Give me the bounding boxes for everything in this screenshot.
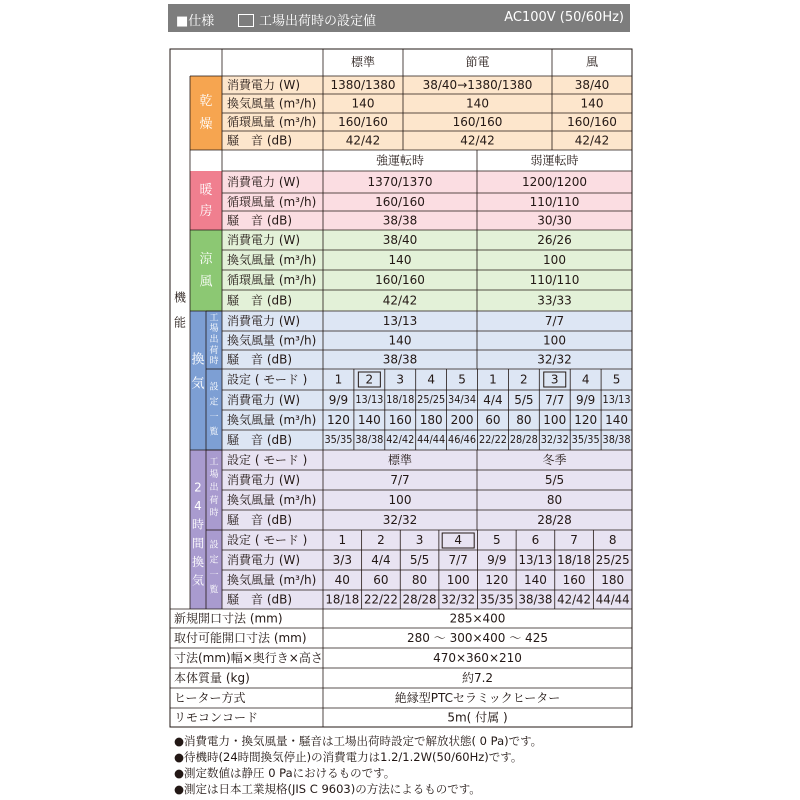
value-cell: 32/32	[441, 592, 476, 607]
mode-cell: 4	[454, 533, 463, 547]
vertical-label-char: 涼	[199, 251, 213, 267]
general-value: 約7.2	[461, 671, 494, 685]
value-cell: 7/7	[544, 314, 565, 328]
value-cell: 100	[543, 253, 566, 267]
row-label: 設定 ( モード )	[227, 372, 308, 387]
value-cell: 140	[580, 96, 604, 111]
row-label: 消費電力 (W)	[227, 233, 301, 247]
value-cell: 4/4	[371, 553, 391, 567]
vertical-label-char: 一	[209, 412, 219, 423]
row-label: 換気風量 (m³/h)	[227, 413, 317, 427]
value-cell: 7/7	[545, 393, 565, 407]
row-label: 騒 音 (dB)	[227, 592, 293, 607]
value-cell: 4/4	[483, 393, 503, 407]
vertical-label-char: 出	[209, 483, 219, 493]
vertical-label-char: 時	[209, 356, 219, 367]
drying-band	[190, 76, 222, 150]
vertical-label-char: 風	[199, 274, 213, 290]
row-label: 消費電力 (W)	[227, 553, 301, 567]
general-label: 寸法(mm)幅×奥行き×高さ	[174, 651, 323, 665]
row-label: 騒 音 (dB)	[227, 513, 293, 527]
general-label: 本体質量 (kg)	[174, 671, 250, 685]
value-cell: 28/28	[402, 592, 437, 607]
value-cell: 120	[574, 413, 598, 427]
power-supply: AC100V (50/60Hz)	[504, 10, 624, 25]
row-label: 循環風量 (m³/h)	[227, 195, 317, 209]
row-label: 騒 音 (dB)	[227, 213, 293, 228]
mode-cell: 1	[338, 533, 347, 547]
value-cell: 38/38	[355, 434, 384, 446]
legend-label: 工場出荷時の設定値	[259, 14, 377, 29]
row-label: 消費電力 (W)	[227, 393, 301, 407]
value-cell: 200	[450, 413, 474, 427]
value-cell: 42/42	[557, 592, 592, 607]
general-value: 280 ～ 300×400 ～ 425	[407, 631, 548, 645]
value-cell: 28/28	[509, 434, 538, 446]
vertical-label-char: 場	[209, 324, 219, 335]
value-cell: 34/34	[448, 394, 477, 406]
vertical-label-char: 覧	[209, 585, 219, 596]
value-cell: 42/42	[460, 133, 495, 148]
value-cell: 38/38	[382, 213, 418, 228]
value-cell: 22/22	[478, 434, 507, 446]
value-cell: 1380/1380	[330, 78, 396, 92]
func-label	[174, 290, 187, 330]
row-label: 換気風量 (m³/h)	[227, 253, 317, 267]
value-cell: 160/160	[567, 115, 617, 129]
value-cell: 42/42	[382, 293, 418, 308]
value-cell: 120	[485, 573, 509, 587]
row-label: 循環風量 (m³/h)	[227, 115, 317, 129]
mode-cell: 4	[581, 372, 590, 387]
value-cell: 13/13	[602, 394, 631, 406]
value-cell: 38/38	[602, 434, 631, 446]
vertical-label-char: 出	[209, 335, 219, 345]
mode-cell: 2	[377, 533, 385, 547]
vertical-label-char: 2	[194, 480, 202, 495]
vertical-label-char: 工	[209, 457, 219, 468]
row-label: 騒 音 (dB)	[227, 293, 293, 308]
general-label: リモコンコード	[174, 710, 259, 725]
value-cell: 33/33	[537, 293, 572, 308]
value-cell: 110/110	[529, 273, 580, 287]
value-cell: 22/22	[363, 592, 398, 607]
vent24-factory-label	[209, 456, 218, 518]
value-cell: 9/9	[487, 553, 507, 567]
value-cell: 44/44	[595, 592, 630, 607]
cell-bg	[190, 49, 222, 76]
row-label: 換気風量 (m³/h)	[227, 333, 317, 348]
vertical-label-char: 気	[191, 376, 205, 392]
mode-cell: 3	[396, 372, 405, 387]
value-cell: 160/160	[375, 195, 425, 209]
general-value: 285×400	[449, 611, 506, 626]
value-cell: 5/5	[409, 553, 430, 567]
value-cell: 7/7	[390, 473, 410, 487]
vertical-label-char: 場	[209, 470, 219, 481]
value-cell: 35/35	[324, 434, 353, 446]
vertical-label-char: 時	[209, 508, 219, 519]
row-label: 換気風量 (m³/h)	[227, 573, 317, 587]
value-cell: 140	[523, 573, 547, 587]
value-cell: 60	[373, 573, 389, 587]
mode-cell: 2	[365, 372, 374, 387]
row-label: 騒 音 (dB)	[227, 433, 293, 447]
value-cell: 140	[351, 96, 375, 111]
vertical-label-char: 乾	[199, 94, 213, 109]
row-label: 換気風量 (m³/h)	[227, 493, 317, 507]
general-value: 5m( 付属 )	[447, 710, 508, 725]
vertical-label-char: 暖	[199, 183, 213, 198]
mode-cell: 3	[550, 372, 559, 387]
value-cell: 18/18	[325, 592, 360, 607]
value-cell: 100	[388, 493, 412, 507]
vertical-label-char: 設	[209, 382, 219, 393]
value-cell: 140	[357, 413, 381, 427]
column-header: 節電	[465, 55, 490, 69]
vertical-label-char: 燥	[199, 117, 213, 132]
vertical-label-char: 覧	[209, 427, 219, 438]
value-cell: 110/110	[529, 195, 580, 209]
value-cell: 80	[546, 493, 563, 507]
value-cell: 140	[466, 96, 489, 111]
general-label: ヒーター方式	[174, 691, 246, 705]
vertical-label-char: 間	[191, 536, 205, 551]
value-cell: 60	[485, 413, 501, 427]
note-item: ●測定は日本工業規格(JIS C 9603)の方法によるものです。	[174, 782, 481, 796]
value-cell: 13/13	[355, 394, 384, 406]
note-item: ●測定数値は静圧 0 Paにおけるものです。	[174, 766, 396, 780]
value-cell: 38/40	[574, 78, 610, 92]
value-cell: 100	[543, 413, 567, 427]
vertical-label-char: 機	[173, 290, 187, 305]
value-cell: 38/38	[382, 352, 418, 367]
value-cell: 5/5	[514, 393, 534, 407]
row-label: 騒 音 (dB)	[227, 133, 293, 148]
mode-cell: 8	[608, 533, 617, 547]
column-header: 風	[585, 55, 599, 69]
row-label: 消費電力 (W)	[227, 175, 301, 189]
notes	[174, 733, 542, 797]
row-label: 換気風量 (m³/h)	[227, 96, 317, 111]
mode-cell: 1	[489, 372, 497, 387]
value-cell: 140	[388, 333, 412, 348]
vertical-label-char: 換	[191, 352, 205, 368]
row-label: 騒 音 (dB)	[227, 352, 293, 367]
general-value: 470×360×210	[433, 651, 522, 665]
mode-cell: 7	[570, 533, 578, 547]
value-cell: 38/40	[382, 233, 418, 247]
mode-cell: 4	[427, 372, 435, 387]
row-label: 消費電力 (W)	[227, 314, 301, 328]
value-cell: 46/46	[448, 434, 477, 446]
value-cell: 5/5	[544, 473, 565, 487]
value-cell: 42/42	[574, 133, 610, 148]
value-cell: 100	[446, 573, 470, 587]
value-cell: 35/35	[571, 434, 600, 446]
vertical-label-char: 設	[209, 540, 219, 551]
vent-factory-label	[209, 312, 218, 366]
spec-title: ■仕様	[176, 14, 215, 29]
value-cell: 35/35	[479, 592, 514, 607]
vertical-label-char: 能	[173, 315, 187, 330]
vertical-label-char: 工	[209, 313, 219, 324]
value-cell: 7/7	[448, 553, 468, 567]
value-cell: 38/38	[518, 592, 553, 607]
vertical-label-char: 定	[209, 397, 219, 408]
vertical-label-char: 荷	[209, 495, 219, 506]
value-cell: 13/13	[382, 314, 418, 328]
value-cell: 44/44	[417, 434, 446, 446]
vertical-label-char: 一	[209, 570, 219, 581]
mode-cell: 1	[334, 372, 343, 387]
value-cell: 42/42	[386, 434, 415, 446]
value-cell: 25/25	[417, 394, 446, 406]
vertical-label-char: 4	[194, 499, 202, 513]
mode-cell: 5	[458, 372, 466, 387]
mode-cell: 3	[415, 533, 424, 547]
value-cell: 30/30	[537, 213, 572, 228]
value-cell: 160/160	[452, 115, 503, 129]
value-cell: 42/42	[345, 133, 381, 148]
row-label: 消費電力 (W)	[227, 78, 301, 92]
value-cell: 1200/1200	[521, 175, 588, 189]
mode-cell: 2	[520, 372, 528, 387]
value-cell: 3/3	[332, 553, 352, 567]
vertical-label-char: 房	[199, 204, 213, 219]
value-cell: 120	[326, 413, 350, 427]
heating-band	[190, 171, 222, 230]
value-cell: 32/32	[540, 434, 569, 446]
vertical-label-char: 換	[191, 555, 205, 569]
value-cell: 26/26	[537, 233, 572, 247]
value-cell: 28/28	[537, 513, 572, 527]
value-cell: 40	[334, 573, 350, 587]
note-item: ●待機時(24時間換気停止)の消費電力は1.2/1.2W(50/60Hz)です。	[174, 750, 523, 764]
value-cell: 9/9	[575, 393, 596, 407]
value-cell: 160	[562, 573, 586, 587]
vertical-label-char: 定	[209, 555, 219, 566]
value-cell: 38/40→1380/1380	[422, 78, 533, 92]
row-label: 消費電力 (W)	[227, 473, 301, 487]
value-cell: 32/32	[537, 352, 572, 367]
cooling-band	[190, 230, 222, 311]
general-value: 絶縁型PTCセラミックヒーター	[394, 691, 561, 705]
column-header: 強運転時	[375, 153, 425, 168]
value-cell: 100	[543, 333, 566, 348]
value-cell: 180	[419, 413, 443, 427]
value-cell: 18/18	[386, 394, 415, 406]
value-cell: 9/9	[328, 393, 349, 407]
row-label: 設定 ( モード )	[227, 453, 308, 467]
value-cell: 160/160	[375, 273, 425, 287]
value-cell: 13/13	[518, 553, 553, 567]
mode-cell: 5	[612, 372, 621, 387]
value-cell: 180	[601, 573, 625, 587]
value-cell: 160	[388, 413, 412, 427]
general-label: 取付可能開口寸法 (mm)	[174, 631, 307, 645]
value-cell: 80	[516, 413, 532, 427]
note-item: ●消費電力・換気風量・騒音は工場出荷時設定で解放状態( 0 Pa)です。	[174, 734, 543, 748]
mode-cell: 5	[492, 533, 501, 547]
column-header: 弱運転時	[530, 153, 579, 168]
vertical-label-char: 荷	[209, 345, 219, 356]
row-label: 設定 ( モード )	[227, 533, 308, 547]
column-header: 標準	[350, 55, 376, 69]
row-label: 循環風量 (m³/h)	[227, 273, 317, 287]
value-cell: 140	[605, 413, 629, 427]
column-header: 冬季	[542, 453, 567, 467]
vertical-label-char: 時	[191, 517, 205, 532]
value-cell: 18/18	[557, 553, 592, 567]
value-cell: 25/25	[595, 553, 630, 567]
value-cell: 1370/1370	[367, 175, 433, 189]
value-cell: 160/160	[338, 115, 388, 129]
value-cell: 32/32	[382, 513, 418, 527]
vertical-label-char: 気	[191, 573, 205, 588]
general-label: 新規開口寸法 (mm)	[174, 611, 283, 626]
value-cell: 80	[411, 573, 428, 587]
value-cell: 140	[388, 253, 412, 267]
mode-cell: 6	[531, 533, 540, 547]
column-header: 標準	[387, 453, 413, 467]
